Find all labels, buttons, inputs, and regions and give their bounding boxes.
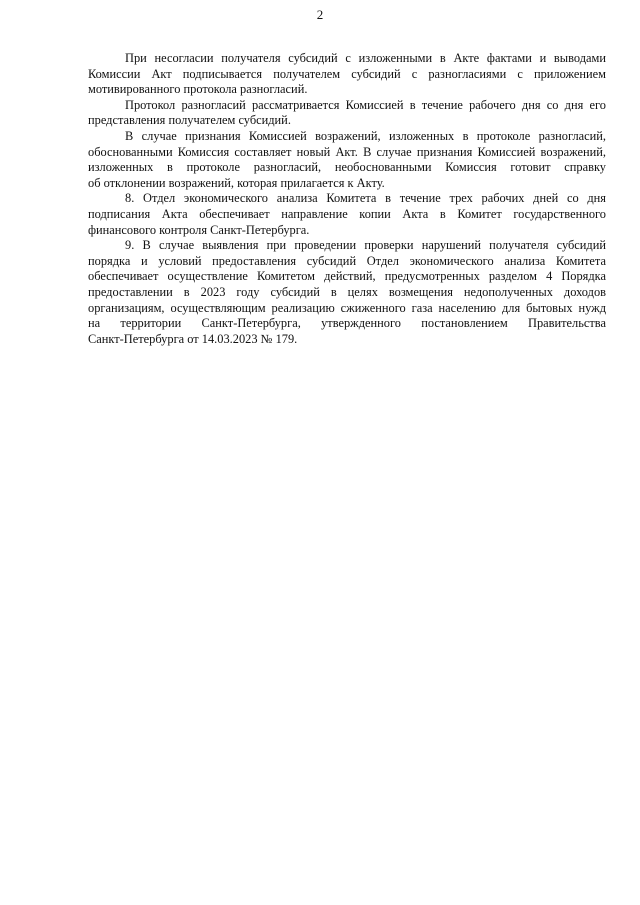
paragraph-objections-signing bbox=[88, 51, 606, 98]
text-line: организациям, осуществляющим реализацию сжиженного газа населению для бытовых нужд bbox=[88, 300, 606, 315]
page-number: 2 bbox=[316, 7, 324, 22]
text-line: подписания Акта обеспечивает направление копии Акта в Комитет государственного bbox=[88, 206, 606, 221]
text-line: финансового контроля Санкт-Петербурга. bbox=[88, 222, 310, 237]
text-line: В случае признания Комиссией возражений, изложенных в протоколе разногласий, bbox=[125, 128, 606, 143]
text-line: 8. Отдел экономического анализа Комитета в течение трех рабочих дней со дня bbox=[125, 191, 606, 206]
text-line: на территории Санкт-Петербурга, утвержденного постановлением Правительства bbox=[88, 316, 606, 331]
text-line: изложенных в протоколе разногласий, необоснованными Комиссия готовит справку bbox=[88, 160, 606, 175]
text-line: При несогласии получателя субсидий с изложенными в Акте фактами и выводами bbox=[125, 51, 606, 65]
document-body bbox=[88, 51, 606, 347]
paragraph-protocol-review bbox=[88, 98, 606, 129]
text-line: обоснованными Комиссия составляет новый Акт. В случае признания Комиссией возражений, bbox=[88, 144, 606, 159]
text-line: представления получателем субсидий. bbox=[88, 113, 291, 128]
paragraph-objections-outcome bbox=[88, 129, 606, 191]
text-line: 9. В случае выявления при проведении проверки нарушений получателя субсидий bbox=[125, 238, 606, 253]
text-line: обеспечивает осуществление Комитетом действий, предусмотренных разделом 4 Порядка bbox=[88, 269, 606, 284]
text-line: Санкт-Петербурга от 14.03.2023 № 179. bbox=[88, 331, 298, 346]
paragraph-item-8 bbox=[88, 191, 606, 238]
text-line: предоставлении в 2023 году субсидий в целях возмещения недополученных доходов bbox=[88, 284, 606, 299]
text-line: мотивированного протокола разногласий. bbox=[88, 82, 308, 97]
text-line: порядка и условий предоставления субсидий Отдел экономического анализа Комитета bbox=[88, 253, 606, 268]
text-line: Комиссии Акт подписывается получателем субсидий с разногласиями с приложением bbox=[88, 66, 606, 81]
text-line: Протокол разногласий рассматривается Комиссией в течение рабочего дня со дня его bbox=[125, 97, 606, 112]
text-line: об отклонении возражений, которая прилагается к Акту. bbox=[88, 175, 385, 190]
paragraph-item-9 bbox=[88, 238, 606, 347]
